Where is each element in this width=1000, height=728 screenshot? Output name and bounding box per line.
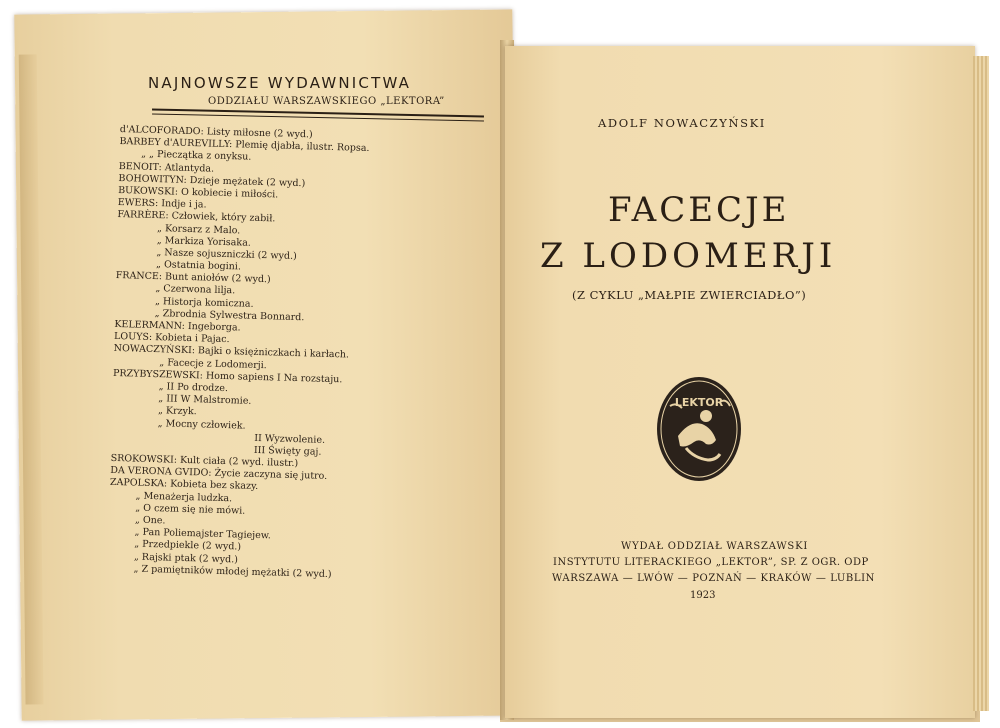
entry-author: „ xyxy=(158,381,164,393)
entry-title: III W Malstromie. xyxy=(166,393,252,407)
entry-title: Rajski ptak (2 wyd.) xyxy=(141,551,239,566)
publisher-line-2: INSTYTUTU LITERACKIEGO „LEKTOR”, SP. Z OGR. ODP xyxy=(553,557,869,568)
entry-author: ZAPOLSKA: xyxy=(109,477,168,490)
entry-title: Listy miłosne (2 wyd.) xyxy=(206,126,313,141)
entry-title: Człowiek, który zabił. xyxy=(171,210,276,225)
entry-title: Pan Poliemajster Tagiejew. xyxy=(142,526,271,542)
book-title-line-1: FACECJE xyxy=(608,190,790,230)
entry-author: „ xyxy=(135,502,141,514)
publisher-list-subtitle: ODDZIAŁU WARSZAWSKIEGO „LEKTORA” xyxy=(208,96,445,107)
entry-author: „ xyxy=(135,490,141,502)
entry-author: BARBEY d'AUREVILLY: xyxy=(119,136,233,151)
entry-author: „ xyxy=(156,234,162,246)
book-author: ADOLF NOWACZYŃSKI xyxy=(598,116,766,130)
entry-title: Ostatnia bogini. xyxy=(163,259,242,273)
entry-title: Indje i ja. xyxy=(161,198,207,211)
entry-author: FARRÈRE: xyxy=(117,209,169,222)
entry-title: Pieczątka z onyksu. xyxy=(156,149,252,164)
entry-author: „ xyxy=(156,222,163,234)
entry-title: Markiza Yorisaka. xyxy=(164,234,251,249)
entry-author: „ xyxy=(134,538,140,551)
entry-author: „ xyxy=(154,307,160,319)
entry-title: Z pamiętników młodej mężatki (2 wyd.) xyxy=(141,563,332,580)
entry-author: „ xyxy=(134,514,141,526)
entry-author: NOWACZYŃSKI: xyxy=(113,343,196,357)
entry-title: Bajki o księżniczkach i karłach. xyxy=(197,345,350,361)
publisher-cities: WARSZAWA — LWÓW — POZNAŃ — KRAKÓW — LUBLIN xyxy=(552,573,876,584)
entry-title: Przedpiekle (2 wyd.) xyxy=(142,539,242,553)
entry-author: „ xyxy=(157,417,163,429)
entry-title: Kobieta bez skazy. xyxy=(170,478,259,493)
entry-title: Mocny człowiek. xyxy=(165,417,246,432)
entry-author: „ xyxy=(156,246,162,259)
logo-text: LEKTOR xyxy=(674,396,724,409)
entry-author: „ xyxy=(133,551,139,563)
entry-title: Plemię djabła, ilustr. Ropsa. xyxy=(235,139,370,155)
right-page-edges xyxy=(973,56,989,711)
entry-title: Czerwona lilja. xyxy=(163,283,236,297)
entry-title: One. xyxy=(142,514,166,527)
entry-title: Bunt aniołów (2 wyd.) xyxy=(164,271,271,286)
entry-title: O czem się nie mówi. xyxy=(143,502,246,517)
publication-list xyxy=(107,124,499,585)
left-page-worn-edge xyxy=(19,54,44,704)
publication-year: 1923 xyxy=(690,590,716,601)
entry-author: „ xyxy=(134,526,140,538)
entry-title: O kobiecie i miłości. xyxy=(180,186,279,201)
entry-title: Facecje z Lodomerji. xyxy=(167,356,267,371)
entry-title: Homo sapiens I Na rozstaju. xyxy=(205,370,343,386)
entry-author: „ xyxy=(154,295,161,307)
entry-title: Ingeborga. xyxy=(187,320,241,334)
entry-title: II Po drodze. xyxy=(166,381,229,395)
entry-title: Korsarz z Malo. xyxy=(164,222,241,236)
entry-author: „ xyxy=(133,563,139,575)
entry-author: „ „ xyxy=(141,148,155,161)
entry-title: Historja komiczna. xyxy=(162,295,254,310)
lektor-publisher-logo xyxy=(656,376,742,482)
entry-author: d'ALCOFORADO: xyxy=(119,124,204,138)
entry-title: Nasze sojuszniczki (2 wyd.) xyxy=(164,247,297,262)
book-title-line-2: Z LODOMERJI xyxy=(540,236,837,276)
entry-author: BOHOWITYN: xyxy=(118,172,187,186)
entry-title: Kult ciała (2 wyd. ilustr.) xyxy=(179,454,299,470)
entry-author: PRZYBYSZEWSKI: xyxy=(112,367,204,382)
entry-author: DA VERONA GVIDO: xyxy=(110,465,212,479)
entry-author: „ xyxy=(155,259,162,271)
entry-author: „ xyxy=(158,393,164,405)
entry-author: BENOIT: xyxy=(118,160,162,173)
publisher-list-title: NAJNOWSZE WYDAWNICTWA xyxy=(148,74,412,92)
entry-title: III Święty gaj. xyxy=(253,444,322,458)
entry-title: Menażerja ludzka. xyxy=(143,490,233,504)
entry-title: Życie zaczyna się jutro. xyxy=(214,468,328,483)
entry-title: Zbrodnia Sylwestra Bonnard. xyxy=(162,308,305,324)
entry-author: FRANCE: xyxy=(115,270,163,283)
entry-author: „ xyxy=(155,283,161,295)
entry-author: EWERS: xyxy=(117,197,159,210)
entry-title: Atlantyda. xyxy=(164,161,215,175)
entry-author: „ xyxy=(159,356,165,368)
entry-author: LOUYS: xyxy=(113,331,153,344)
entry-title: Kobieta i Pajac. xyxy=(155,332,230,346)
book-cycle: (Z CYKLU „MAŁPIE ZWIERCIADŁO”) xyxy=(572,288,807,302)
entry-title: Dzieje mężatek (2 wyd.) xyxy=(189,174,306,189)
entry-title: II Wyzwolenie. xyxy=(254,432,326,446)
entry-author: BUKOWSKI: xyxy=(117,184,179,198)
entry-author: „ xyxy=(157,405,164,417)
entry-title: Krzyk. xyxy=(165,405,197,418)
entry-author: KELERMANN: xyxy=(114,318,186,332)
entry-author: SROKOWSKI: xyxy=(110,452,178,466)
publisher-line-1: WYDAŁ ODDZIAŁ WARSZAWSKI xyxy=(621,541,809,552)
